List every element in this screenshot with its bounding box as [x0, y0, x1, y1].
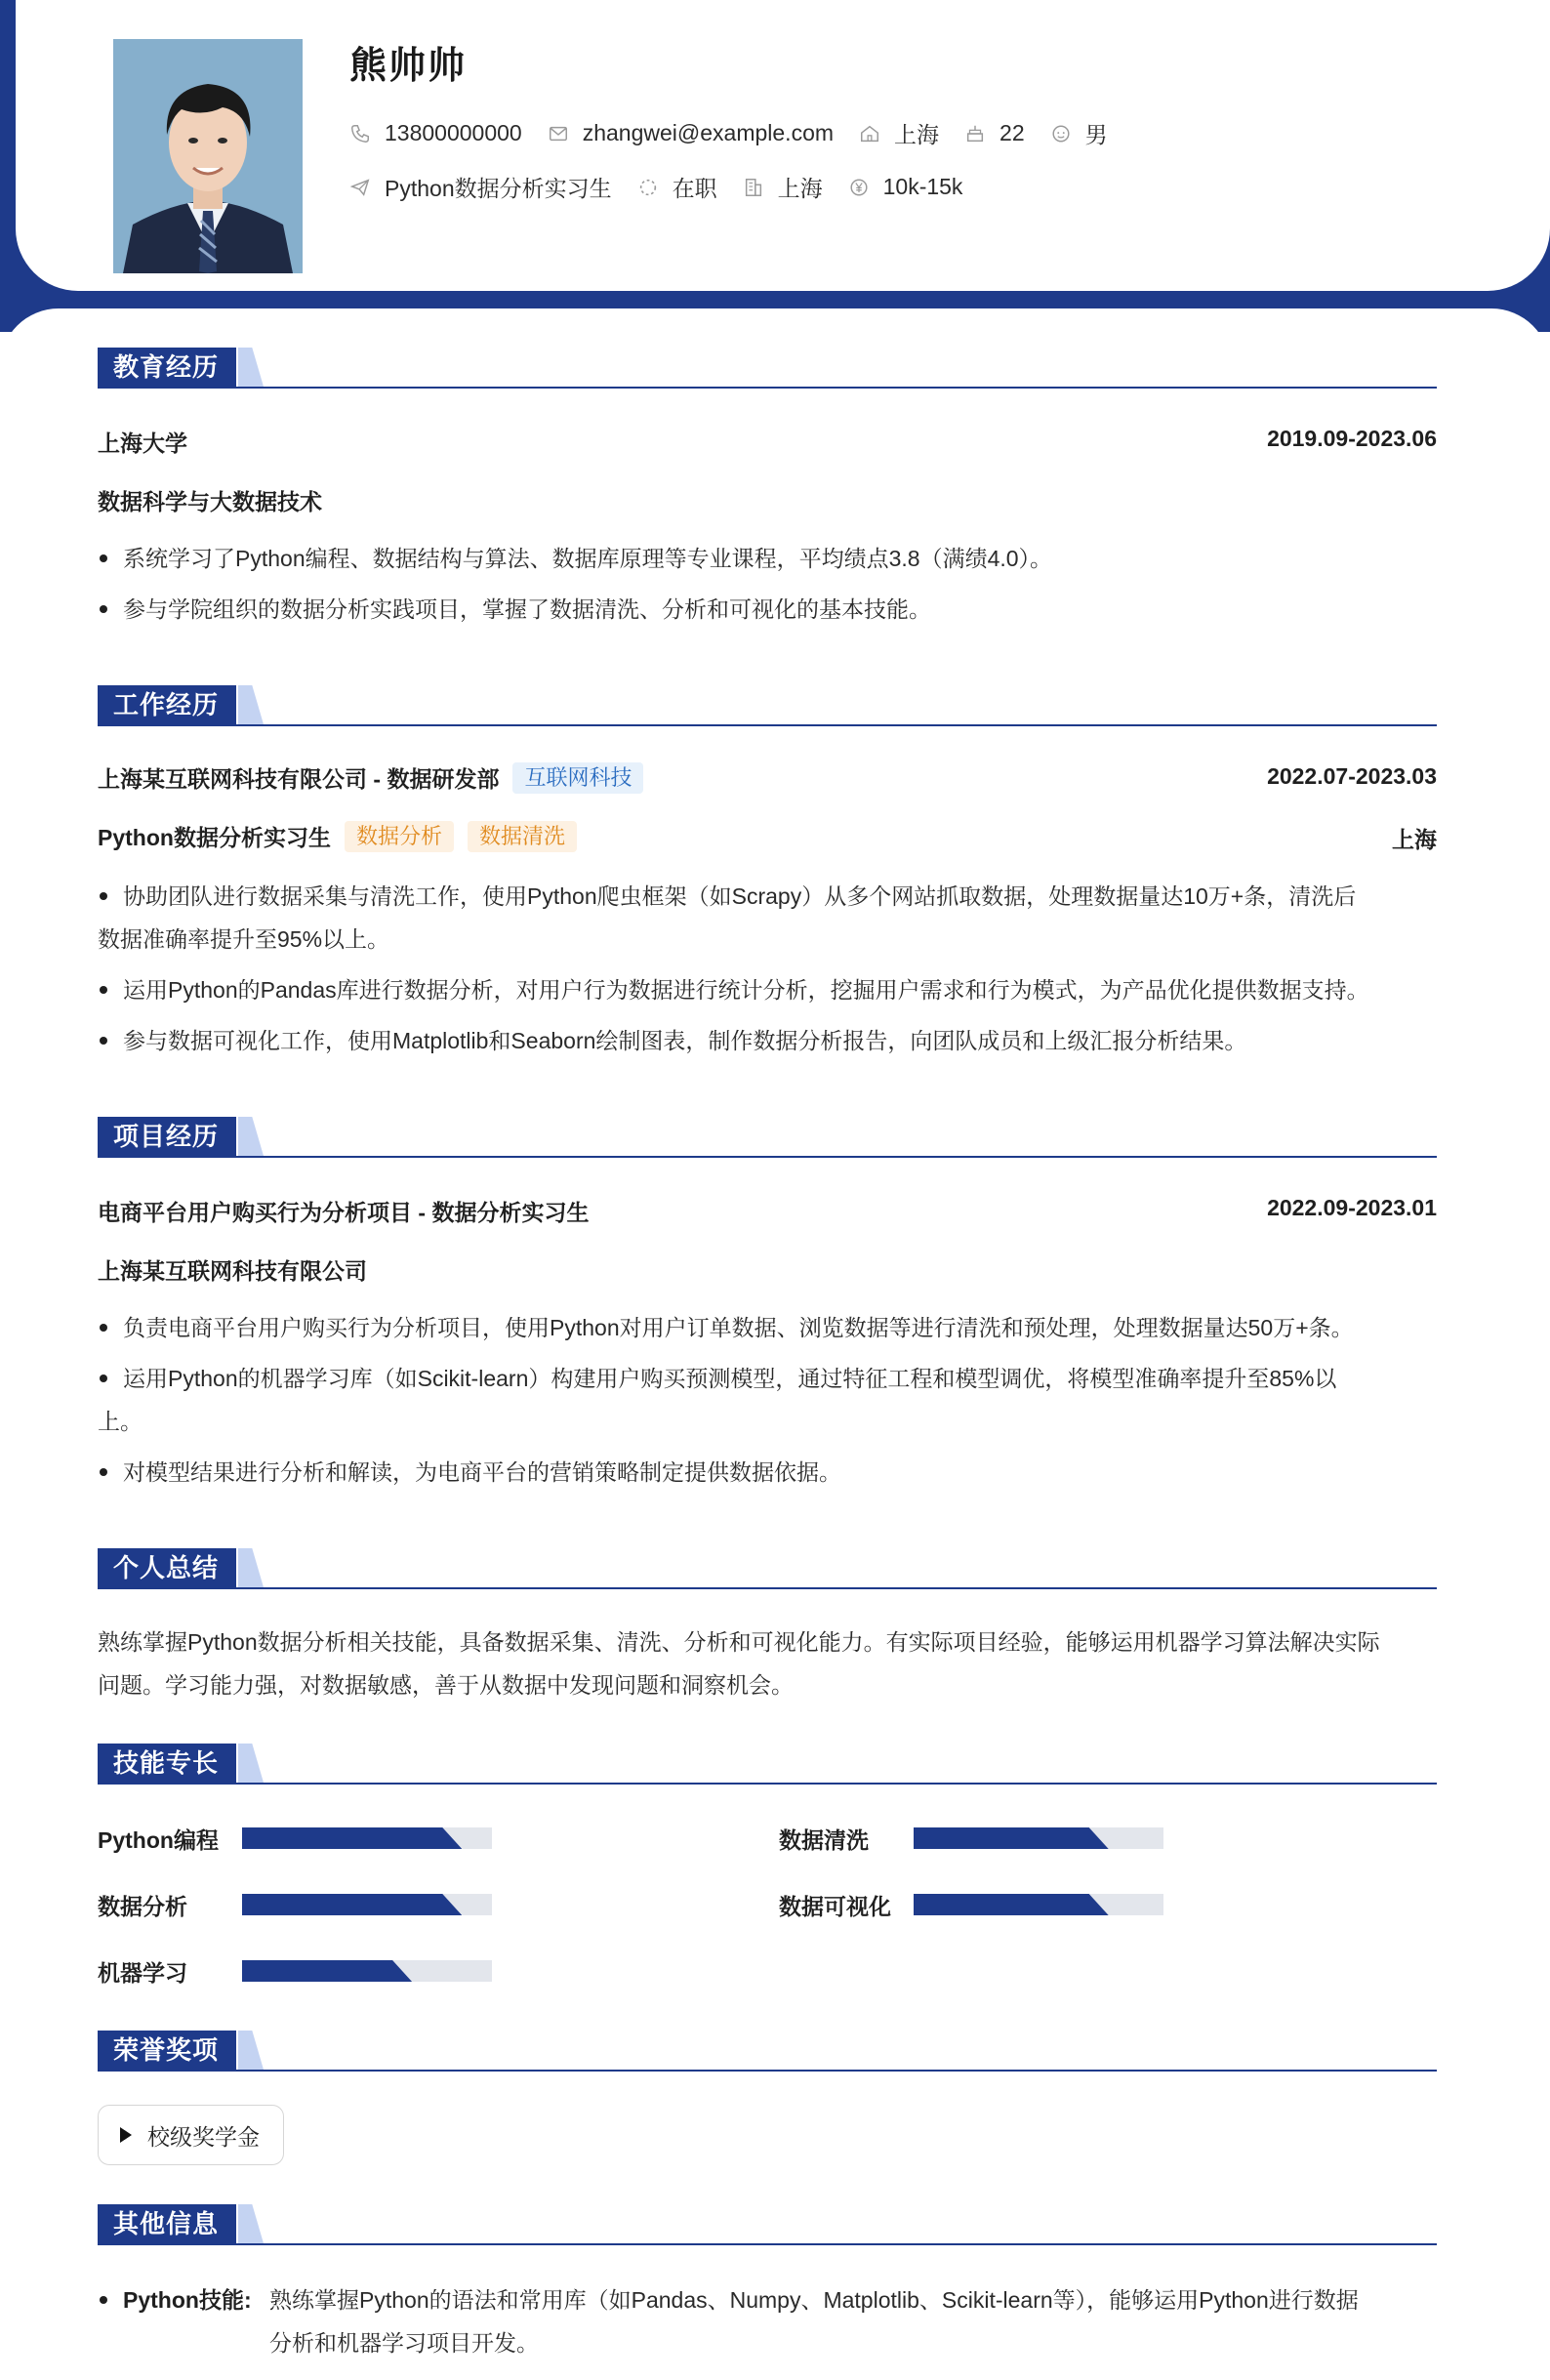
bullet-text: 数据准确率提升至95%以上。: [98, 926, 390, 952]
list-item: [98, 1306, 1437, 1349]
phone-text: 13800000000: [385, 120, 522, 145]
email-item: [548, 120, 834, 146]
target-position-item: [349, 171, 612, 203]
bullet-text: 系统学习了Python编程、数据结构与算法、数据库原理等专业课程，平均绩点3.8（满绩4.0）。: [123, 546, 1053, 571]
skill-bar: [242, 1827, 492, 1849]
age-item: [964, 120, 1025, 146]
skill-name: 数据分析: [98, 1893, 187, 1919]
section-title-work: [98, 685, 1437, 726]
role-tag: 数据清洗: [468, 821, 577, 852]
bullet-dot: [100, 892, 107, 900]
avatar: [113, 39, 303, 273]
gender-text: 男: [1084, 122, 1108, 147]
section-title-label: 技能专长: [98, 1744, 236, 1783]
section-title-label: 工作经历: [98, 685, 236, 724]
honor-text: 校级奖学金: [147, 2123, 260, 2150]
list-item-continuation: [98, 1400, 1437, 1443]
skill-bar-fill: [242, 1960, 412, 1982]
title-accent: [238, 1744, 264, 1783]
honor-item: [98, 2105, 284, 2165]
section-title-label: 荣誉奖项: [98, 2031, 236, 2070]
bullet-dot: [100, 1375, 107, 1382]
building-icon: [743, 177, 764, 198]
title-accent: [238, 2031, 264, 2070]
list-item: [98, 588, 1437, 631]
other-line: 分析和机器学习项目开发。: [269, 2330, 539, 2356]
title-accent: [238, 1548, 264, 1587]
loading-icon: [637, 177, 659, 198]
bullet-text: 对模型结果进行分析和解读，为电商平台的营销策略制定提供数据依据。: [123, 1459, 841, 1485]
bullet-text: 运用Python的Pandas库进行数据分析，对用户行为数据进行统计分析，挖掘用户需求和行为模式，为产品优化提供数据支持。: [123, 977, 1369, 1003]
bullet-text: 负责电商平台用户购买行为分析项目，使用Python对用户订单数据、浏览数据等进行清洗和预处理，处理数据量达50万+条。: [123, 1315, 1354, 1340]
bullet-text: 参与学院组织的数据分析实践项目，掌握了数据清洗、分析和可视化的基本技能。: [123, 596, 931, 622]
bullet-dot: [100, 1468, 107, 1476]
other-key: Python技能:: [123, 2287, 252, 2313]
section-title-project: [98, 1117, 1437, 1158]
section-divider: [98, 1587, 1437, 1589]
section-title-honors: [98, 2031, 1437, 2072]
summary-line: 熟练掌握Python数据分析相关技能，具备数据采集、清洗、分析和可视化能力。有实际项目经验，能够运用机器学习算法解决实际: [98, 1629, 1380, 1655]
hometown-item: [859, 117, 939, 149]
age-text: 22: [999, 120, 1025, 145]
work-city: 上海: [1392, 827, 1437, 852]
bullet-text: 运用Python的机器学习库（如Scikit-learn）构建用户购买预测模型，通过特征工程和模型调优，将模型准确率提升至85%以: [123, 1366, 1337, 1391]
section-divider: [98, 1783, 1437, 1785]
skill-item: [98, 1890, 492, 1919]
summary-line: 问题。学习能力强，对数据敏感，善于从数据中发现问题和洞察机会。: [98, 1672, 794, 1698]
section-title-other: [98, 2204, 1437, 2245]
play-icon: [120, 2127, 132, 2143]
face-icon: [1050, 123, 1072, 144]
title-accent: [238, 348, 264, 387]
skill-bar-fill: [914, 1827, 1109, 1849]
phone-item: [349, 120, 522, 146]
cake-icon: [964, 123, 986, 144]
skill-name: Python编程: [98, 1826, 219, 1853]
bullet-dot: [100, 554, 107, 562]
section-divider: [98, 2070, 1437, 2072]
work-role-row: [98, 820, 577, 852]
work-company-row: [98, 761, 643, 794]
other-value: [269, 2278, 1437, 2364]
bullet-text: 参与数据可视化工作，使用Matplotlib和Seaborn绘制图表，制作数据分析报告，向团队成员和上级汇报分析结果。: [123, 1028, 1247, 1053]
list-item: [98, 875, 1437, 918]
home-icon: [859, 123, 880, 144]
skill-item: [98, 1824, 492, 1853]
section-title-education: [98, 348, 1437, 389]
section-divider: [98, 2243, 1437, 2245]
skill-bar-fill: [242, 1894, 462, 1915]
list-item: [98, 1357, 1437, 1400]
title-accent: [238, 2204, 264, 2243]
industry-tag: 互联网科技: [512, 762, 643, 794]
summary-text: [98, 1621, 1437, 1706]
section-title-label: 个人总结: [98, 1548, 236, 1587]
bullet-dot: [100, 605, 107, 613]
skill-name: 数据清洗: [779, 1826, 869, 1853]
bullet-text: 上。: [98, 1409, 143, 1434]
section-title-label: 其他信息: [98, 2204, 236, 2243]
contact-row: [349, 117, 1133, 149]
candidate-name: 熊帅帅: [349, 46, 468, 87]
list-item: [98, 2278, 1437, 2364]
avatar-portrait-icon: [113, 39, 303, 273]
section-title-label: 教育经历: [98, 348, 236, 387]
section-title-summary: [98, 1548, 1437, 1589]
intent-row: [349, 171, 988, 203]
skill-bar: [914, 1827, 1163, 1849]
work-company: 上海某互联网科技有限公司 - 数据研发部: [98, 766, 500, 792]
list-item-continuation: [98, 918, 1437, 961]
skill-item: [98, 1956, 492, 1986]
role-tag: 数据分析: [345, 821, 454, 852]
section-divider: [98, 387, 1437, 389]
work-date: 2022.07-2023.03: [1267, 763, 1437, 789]
yen-icon: [848, 177, 870, 198]
hometown-text: 上海: [894, 122, 940, 147]
title-accent: [238, 1117, 264, 1156]
project-company: 上海某互联网科技有限公司: [98, 1258, 367, 1284]
skill-bar: [242, 1960, 492, 1982]
project-title: 电商平台用户购买行为分析项目 - 数据分析实习生: [98, 1200, 590, 1225]
email-text: zhangwei@example.com: [582, 120, 835, 145]
bullet-dot: [100, 2296, 107, 2304]
list-item: [98, 537, 1437, 580]
list-item: [98, 968, 1437, 1011]
skill-item: [779, 1890, 1163, 1919]
skill-bar-fill: [914, 1894, 1109, 1915]
send-icon: [349, 177, 371, 198]
section-divider: [98, 724, 1437, 726]
skill-bar: [914, 1894, 1163, 1915]
salary-item: [848, 174, 963, 200]
target-city-text: 上海: [777, 176, 823, 201]
skill-item: [779, 1824, 1163, 1853]
other-line: 熟练掌握Python的语法和常用库（如Pandas、Numpy、Matplotlib、Scikit-learn等），能够运用Python进行数据: [269, 2287, 1359, 2313]
school-name: 上海大学: [98, 431, 187, 456]
title-accent: [238, 685, 264, 724]
salary-text: 10k-15k: [882, 174, 963, 199]
list-item: [98, 1019, 1437, 1062]
project-date: 2022.09-2023.01: [1267, 1195, 1437, 1220]
bullet-dot: [100, 1037, 107, 1045]
phone-icon: [349, 123, 371, 144]
bullet-dot: [100, 986, 107, 994]
mail-icon: [548, 123, 569, 144]
list-item: [98, 1451, 1437, 1494]
section-title-label: 项目经历: [98, 1117, 236, 1156]
bullet-dot: [100, 1324, 107, 1332]
gender-item: [1050, 117, 1108, 149]
major-name: 数据科学与大数据技术: [98, 489, 322, 514]
skill-name: 数据可视化: [779, 1893, 891, 1919]
target-city-item: [743, 171, 823, 203]
skill-bar: [242, 1894, 492, 1915]
status-item: [637, 171, 717, 203]
bullet-text: 协助团队进行数据采集与清洗工作，使用Python爬虫框架（如Scrapy）从多个网站抓取数据，处理数据量达10万+条，清洗后: [123, 883, 1357, 909]
status-text: 在职: [672, 176, 717, 201]
education-date: 2019.09-2023.06: [1267, 426, 1437, 451]
section-title-skills: [98, 1744, 1437, 1785]
skill-name: 机器学习: [98, 1959, 187, 1986]
skill-bar-fill: [242, 1827, 462, 1849]
target-position-text: Python数据分析实习生: [385, 176, 612, 201]
section-divider: [98, 1156, 1437, 1158]
work-role: Python数据分析实习生: [98, 825, 331, 850]
